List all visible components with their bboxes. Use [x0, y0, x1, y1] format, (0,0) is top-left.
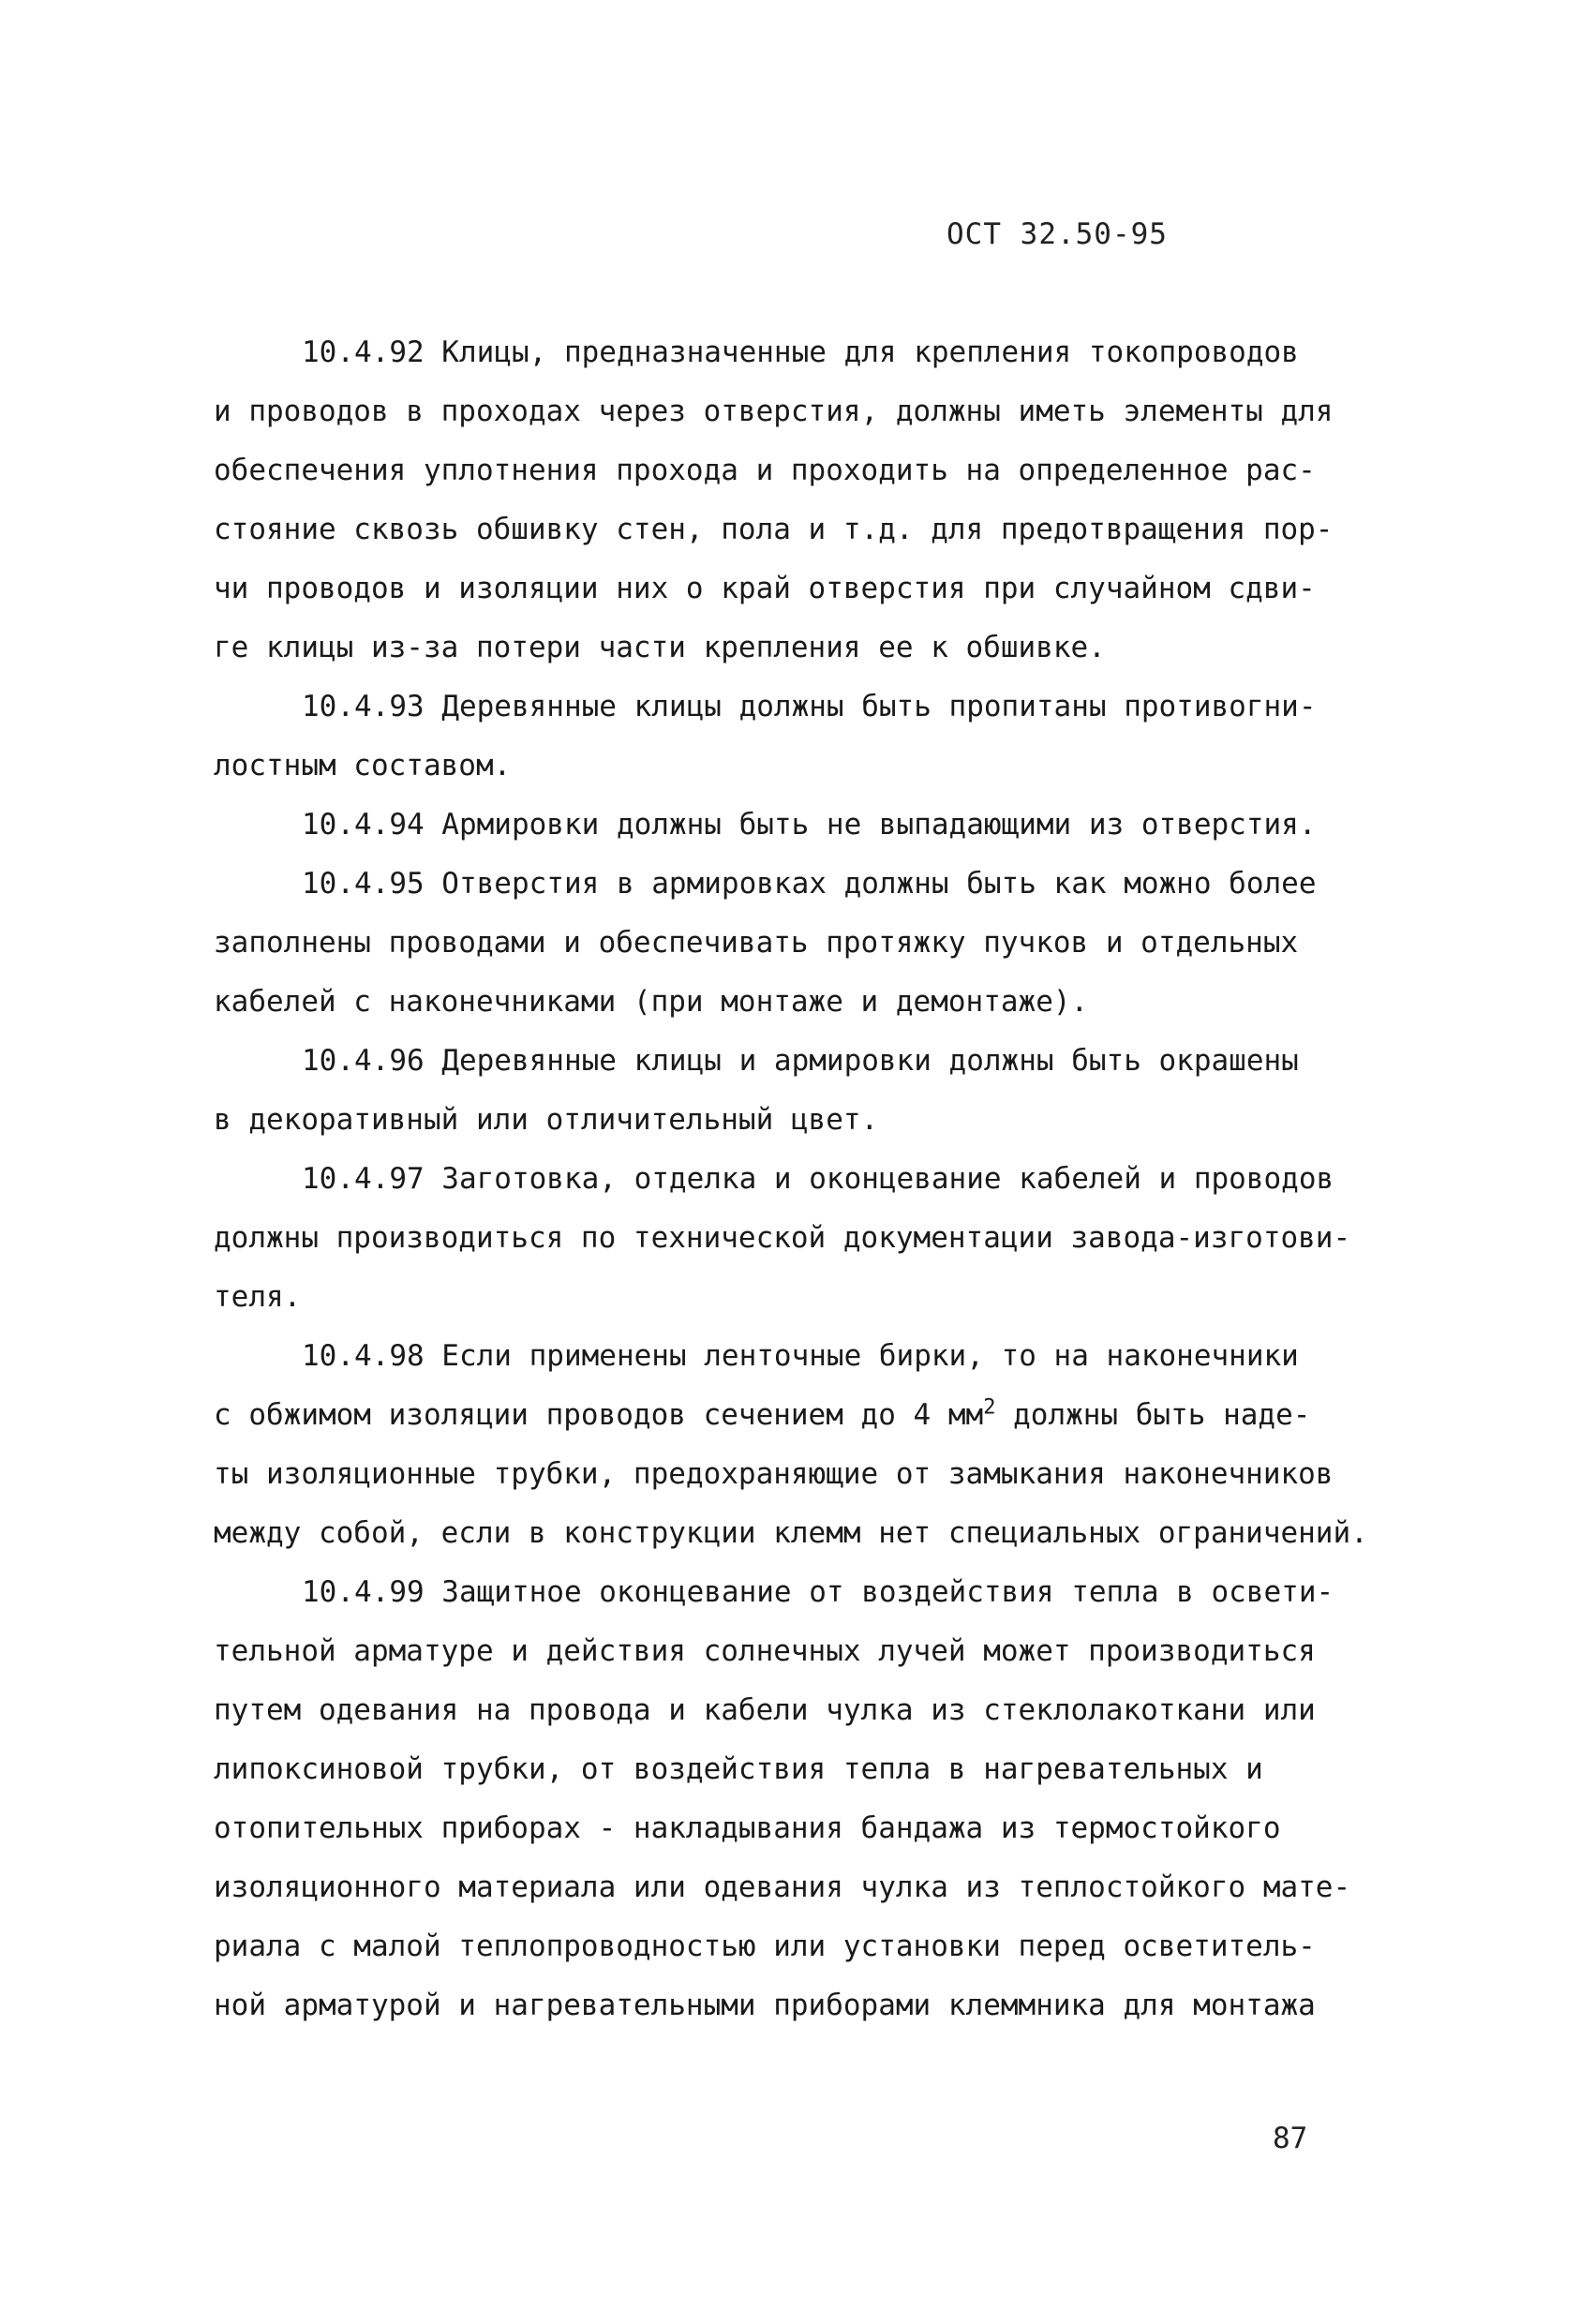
text-line: тельной арматуре и действия солнечных лучей может производиться: [214, 1634, 1316, 1668]
document-code-header: ОСТ 32.50-95: [947, 217, 1168, 251]
paragraph-10-4-97: [214, 1150, 1396, 1327]
text-line: заполнены проводами и обеспечивать протяжку пучков и отдельных: [214, 926, 1299, 960]
text-line: ты изоляционные трубки, предохраняющие от замыкания наконечников: [214, 1457, 1334, 1491]
page-number: 87: [1273, 2122, 1308, 2155]
text-segment: должны быть наде-: [995, 1398, 1311, 1432]
text-line: липоксиновой трубки, от воздействия тепла в нагревательных и: [214, 1752, 1263, 1786]
superscript-2: 2: [983, 1395, 996, 1420]
text-line: обеспечения уплотнения прохода и проходить на определенное рас-: [214, 454, 1316, 487]
text-line: 10.4.98 Если применены ленточные бирки, то на наконечники: [302, 1339, 1299, 1373]
text-line: должны производиться по технической документации завода-изготови-: [214, 1221, 1351, 1255]
text-line-with-superscript: [214, 1386, 1396, 1445]
text-line: изоляционного материала или одевания чулка из теплостойкого мате-: [214, 1870, 1351, 1904]
paragraph-10-4-98: [214, 1327, 1396, 1563]
paragraph-10-4-93: [214, 678, 1396, 796]
text-line: ге клицы из-за потери части крепления ее к обшивке.: [214, 631, 1106, 664]
text-line: 10.4.93 Деревянные клицы должны быть пропитаны противогни-: [302, 690, 1317, 723]
document-body: [214, 323, 1396, 2035]
paragraph-10-4-96: [214, 1032, 1396, 1150]
text-line: стояние сквозь обшивку стен, пола и т.д. для предотвращения пор-: [214, 513, 1334, 546]
text-line: 10.4.94 Армировки должны быть не выпадающими из отверстия.: [302, 808, 1317, 842]
text-line: 10.4.95 Отверстия в армировках должны быть как можно более: [302, 867, 1317, 901]
text-line: 10.4.92 Клицы, предназначенные для крепления токопроводов: [302, 335, 1299, 369]
text-line: 10.4.99 Защитное оконцевание от воздействия тепла в освети-: [302, 1575, 1334, 1609]
text-line: 10.4.97 Заготовка, отделка и оконцевание кабелей и проводов: [302, 1162, 1334, 1196]
paragraph-10-4-99: [214, 1563, 1396, 2035]
text-line: и проводов в проходах через отверстия, должны иметь элементы для: [214, 395, 1334, 428]
text-line: в декоративный или отличительный цвет.: [214, 1103, 879, 1137]
text-segment: с обжимом изоляции проводов сечением до 4 мм: [214, 1398, 984, 1432]
text-line: лостным составом.: [214, 749, 512, 782]
text-line: риала с малой теплопроводностью или установки перед осветитель-: [214, 1929, 1316, 1963]
text-line: чи проводов и изоляции них о край отверстия при случайном сдви-: [214, 572, 1316, 605]
paragraph-10-4-92: [214, 323, 1396, 678]
text-line: ной арматурой и нагревательными приборами клеммника для монтажа: [214, 1989, 1316, 2022]
text-line: кабелей с наконечниками (при монтаже и демонтаже).: [214, 985, 1089, 1019]
text-line: отопительных приборах - накладывания бандажа из термостойкого: [214, 1811, 1281, 1845]
text-line: между собой, если в конструкции клемм нет специальных ограничений.: [214, 1516, 1368, 1550]
text-line: теля.: [214, 1280, 302, 1314]
paragraph-10-4-94: [214, 796, 1396, 855]
text-line: путем одевания на провода и кабели чулка из стеклолакоткани или: [214, 1693, 1316, 1727]
text-line: 10.4.96 Деревянные клицы и армировки должны быть окрашены: [302, 1044, 1299, 1078]
paragraph-10-4-95: [214, 855, 1396, 1032]
